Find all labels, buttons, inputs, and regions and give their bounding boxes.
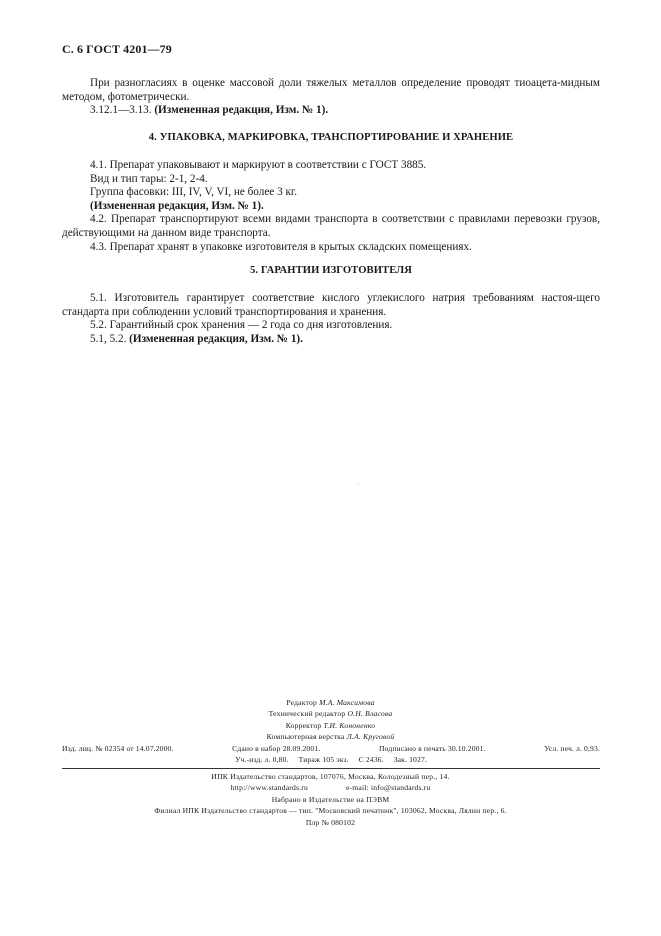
clause-4-1: 4.1. Препарат упаковывают и маркируют в соответствии с ГОСТ 3885. bbox=[90, 159, 427, 171]
typeset-note: Набрано в Издательстве на ПЭВМ bbox=[271, 794, 390, 804]
page-header: С. 6 ГОСТ 4201—79 bbox=[62, 42, 172, 56]
tech-editor-name: О.Н. Власова bbox=[347, 709, 393, 719]
intro-block bbox=[62, 77, 600, 118]
print-run: Тираж 105 экз. bbox=[298, 755, 349, 765]
tech-editor-label: Технический редактор bbox=[268, 709, 346, 719]
print-sheets: Усл. печ. л. 0,93. bbox=[544, 744, 600, 753]
section-5-body bbox=[62, 292, 600, 346]
publisher-website: http://www.standards.ru bbox=[230, 783, 308, 793]
packing-group: Группа фасовки: III, IV, V, VI, не более 3 кг. bbox=[90, 186, 298, 199]
publishing-sheets: Уч.-изд. л. 0,80. bbox=[235, 755, 289, 765]
typeset-date: Сдано в набор 28.09.2001. bbox=[232, 744, 321, 753]
printing-branch: Филиал ИПК Издательство стандартов — тип. "Московский печатник", 103062, Москва, Лялин пер., 6. bbox=[154, 806, 507, 816]
section-4-body bbox=[62, 159, 600, 254]
publisher-block bbox=[0, 771, 661, 828]
license-plr: Плр № 080102 bbox=[305, 817, 356, 827]
layout-line bbox=[0, 731, 661, 742]
c-code: С 2436. bbox=[358, 755, 384, 765]
publisher-address: ИПК Издательство стандартов, 107076, Москва, Колодезный пер., 14. bbox=[211, 772, 450, 781]
corrector-line bbox=[0, 720, 661, 731]
publisher-contacts bbox=[0, 782, 661, 793]
clause-4-3: 4.3. Препарат хранят в упаковке изготовителя в крытых складских помещениях. bbox=[90, 240, 472, 253]
editor-label: Редактор bbox=[286, 698, 317, 707]
imprint-row bbox=[62, 754, 600, 765]
amendment-label: (Измененная редакция, Изм. № 1). bbox=[129, 332, 303, 345]
container-type: Вид и тип тары: 2-1, 2-4. bbox=[90, 172, 208, 185]
section-5-title: 5. ГАРАНТИИ ИЗГОТОВИТЕЛЯ bbox=[250, 265, 412, 276]
scan-speck bbox=[358, 483, 359, 484]
clause-4-2: 4.2. Препарат транспортируют всеми видами транспорта в соответствии с правилами перевозки грузов, действующими на данном виде транспорта. bbox=[62, 213, 600, 239]
order-number: Зак. 1027. bbox=[393, 755, 427, 765]
divider bbox=[62, 768, 600, 769]
imprint-block bbox=[62, 743, 600, 766]
amendment-label: (Измененная редакция, Изм. № 1). bbox=[90, 199, 264, 212]
print-date: Подписано в печать 30.10.2001. bbox=[378, 744, 486, 753]
editor-name: М.А. Максимова bbox=[319, 698, 375, 707]
section-4-title: 4. УПАКОВКА, МАРКИРОВКА, ТРАНСПОРТИРОВАНИЕ И ХРАНЕНИЕ bbox=[148, 132, 514, 143]
clause-5-2: 5.2. Гарантийный срок хранения — 2 года со дня изготовления. bbox=[90, 319, 393, 332]
corrector-name: Т.И. Кононенко bbox=[323, 720, 376, 730]
corrector-label: Корректор bbox=[285, 720, 322, 730]
publisher-email: e-mail: info@standards.ru bbox=[345, 783, 431, 793]
layout-label: Компьютерная верстка bbox=[266, 732, 345, 742]
amendment-label: (Измененная редакция, Изм. № 1). bbox=[154, 104, 329, 117]
amendment-note bbox=[62, 104, 600, 118]
clause-reference: 3.12.1—3.13. bbox=[90, 104, 152, 117]
editor-line bbox=[0, 697, 661, 708]
intro-paragraph: При разногласиях в оценке массовой доли тяжелых металлов определение проводят тиоацета-мидным методом, фотометрически. bbox=[62, 77, 600, 103]
license-number: Изд. лиц. № 02354 от 14.07.2000. bbox=[62, 744, 174, 753]
credits-block bbox=[0, 697, 661, 743]
layout-name: Л.А. Круговой bbox=[346, 732, 395, 742]
imprint-row bbox=[62, 743, 600, 754]
clause-reference: 5.1, 5.2. bbox=[90, 332, 127, 345]
amendment-note bbox=[62, 333, 600, 347]
clause-5-1: 5.1. Изготовитель гарантирует соответствие кислого углекислого натрия требованиям настоя-щего стандарта при соблюдении условий транспортирования и хранения. bbox=[62, 292, 600, 318]
tech-editor-line bbox=[0, 708, 661, 719]
